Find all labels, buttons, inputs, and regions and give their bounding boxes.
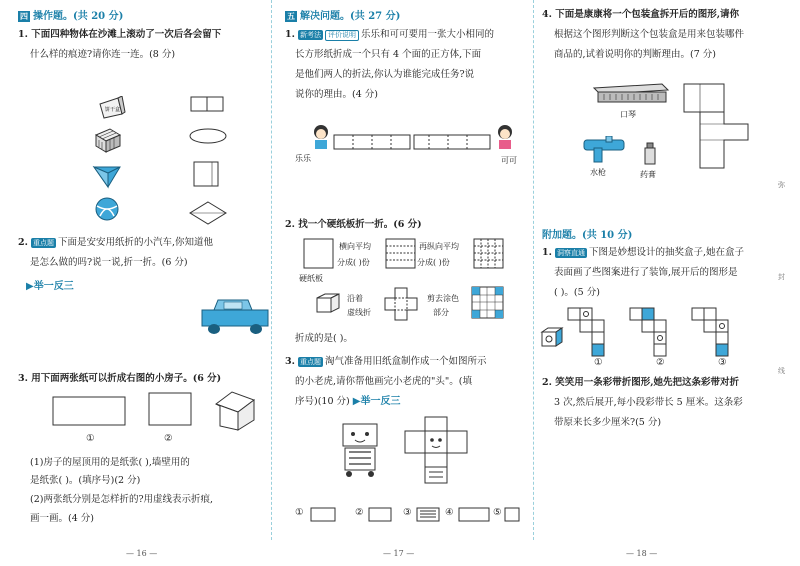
water-gun-figure xyxy=(580,136,630,166)
question-text: 商品的,试着说明你的判断理由。(7 分) xyxy=(554,49,716,60)
step-label: 分成( )份 xyxy=(337,258,370,267)
column-divider xyxy=(533,0,534,540)
ball-figure xyxy=(94,196,120,222)
question-text: 根据这个图形判断这个包装盒是用来包装哪件 xyxy=(554,29,745,40)
open-box-figure xyxy=(315,292,341,314)
option-label: ② xyxy=(355,507,364,518)
question-text: 4. 下面是康康将一个包装盒拆开后的图形,请你 xyxy=(542,9,740,20)
pyramid-figure xyxy=(92,163,122,189)
question-text: (2)两张纸分别是怎样折的?用虚线表示折痕, xyxy=(30,494,214,505)
net-option-2 xyxy=(628,306,680,366)
ointment-figure xyxy=(642,142,658,166)
page-number: — 16 — xyxy=(126,549,158,558)
section-heading: 五 解决问题。(共 27 分) xyxy=(287,11,401,22)
cross-net-figure xyxy=(383,286,419,322)
question-text: 1. 下面四种物体在沙滩上滚动了一次后各会留下 xyxy=(18,29,222,40)
trace-square xyxy=(192,160,224,190)
cardboard-figure xyxy=(303,238,335,270)
question-text: 是他们两人的折法,你认为谁能完成任务?说 xyxy=(295,69,475,80)
question-text: 是怎么做的吗?说一说,折一折。(6 分) xyxy=(30,257,188,268)
question-text: 折成的是( )。 xyxy=(295,333,353,344)
question-text: 2. 找一个硬纸板折一折。(6 分) xyxy=(285,219,422,230)
question-text: 3 次,然后展开,每小段彩带长 5 厘米。这条彩 xyxy=(554,397,743,408)
shaded-grid-figure xyxy=(471,286,505,320)
question-text: 什么样的痕迹?请你连一连。(8 分) xyxy=(30,49,176,60)
cookie-box-figure xyxy=(96,96,126,120)
step-label: 剪去涂色 xyxy=(427,294,459,303)
grid-split-figure xyxy=(473,238,505,270)
figure-label: ① xyxy=(86,433,95,444)
question-text: 画一画。(4 分) xyxy=(30,513,94,524)
extension-label: ▶举一反三 xyxy=(26,281,74,292)
page-number: — 17 — xyxy=(383,549,415,558)
margin-char: 线 xyxy=(778,367,785,375)
name-label: 乐乐 xyxy=(295,154,311,163)
page-number: — 18 — xyxy=(626,549,658,558)
question-text: 3. 重点题 淘气准备用旧纸盒制作成一个如图所示 xyxy=(285,356,487,367)
harmonica-figure xyxy=(592,78,672,106)
step-label: 沿着 xyxy=(347,294,363,303)
trace-two-rectangles xyxy=(190,94,226,114)
question-text: 是纸张( )。(填序号)(2 分) xyxy=(30,475,141,486)
rubiks-cube-figure xyxy=(94,127,122,153)
tiger-net-figure xyxy=(403,416,469,486)
option-label: ⑤ xyxy=(493,507,502,518)
figure-label: 硬纸板 xyxy=(299,274,323,283)
page-18 xyxy=(536,0,800,566)
paper-2-figure xyxy=(148,392,194,428)
svg-text:饼干盒: 饼干盒 xyxy=(105,107,121,113)
figure-label: ② xyxy=(164,433,173,444)
question-text: 2. 重点题 下面是安安用纸折的小汽车,你知道他 xyxy=(18,237,213,248)
column-divider xyxy=(271,0,272,540)
net-option-1 xyxy=(566,306,618,366)
item-label: 药膏 xyxy=(640,170,656,179)
house-figure xyxy=(206,388,260,434)
net-option-3 xyxy=(690,306,742,366)
question-text: 3. 用下面两张纸可以折成右图的小房子。(6 分) xyxy=(18,373,222,384)
option-label: ③ xyxy=(403,507,412,518)
step-label: 横向平均 xyxy=(339,242,371,251)
horizontal-split-figure xyxy=(385,238,417,270)
option-label: ① xyxy=(594,357,603,368)
question-text: 带原来长多少厘米?(5 分) xyxy=(554,417,662,428)
page-16 xyxy=(0,0,268,566)
question-text: 表面画了些图案进行了装饰,展开后的图形是 xyxy=(554,267,738,278)
question-text: ( )。(5 分) xyxy=(554,287,600,298)
question-text: 的小老虎,请你帮他画完小老虎的"头"。(填 xyxy=(295,376,472,387)
paper-1-figure xyxy=(52,396,128,428)
item-label: 水枪 xyxy=(590,168,606,177)
section-heading: 四 操作题。(共 20 分) xyxy=(20,11,124,22)
margin-char: 封 xyxy=(778,273,785,281)
trace-ellipse xyxy=(188,126,228,146)
lele-avatar xyxy=(311,124,331,150)
step-label: 虚线折 xyxy=(347,308,371,317)
question-text: 说你的理由。(4 分) xyxy=(295,89,378,100)
question-text: 序号)(10 分) ▶举一反三 xyxy=(295,396,401,407)
lele-fold-strip xyxy=(333,134,413,152)
option-label: ④ xyxy=(445,507,454,518)
extension-label: ▶举一反三 xyxy=(352,396,401,407)
step-label: 部分 xyxy=(433,308,449,317)
keke-fold-strip xyxy=(413,134,493,152)
question-text: 长方形纸折成一个只有 4 个面的正方体,下面 xyxy=(295,49,482,60)
option-label: ① xyxy=(295,507,304,518)
option-label: ② xyxy=(656,357,665,368)
item-label: 口琴 xyxy=(620,110,636,119)
option-label: ③ xyxy=(718,357,727,368)
question-text: 1. 新考法 评价说明 乐乐和可可要用一张大小相同的 xyxy=(285,29,494,40)
step-label: 分成( )份 xyxy=(417,258,450,267)
tiger-box-figure xyxy=(337,420,383,478)
section-heading: 附加题。(共 10 分) xyxy=(542,230,633,241)
margin-char: 弥 xyxy=(778,181,785,189)
lottery-box-figure xyxy=(540,326,564,350)
name-label: 可可 xyxy=(501,156,517,165)
package-net-figure xyxy=(680,82,752,172)
question-text: 1. 洞察直通 下图是妙想设计的抽奖盒子,她在盒子 xyxy=(542,247,744,258)
question-text: (1)房子的屋顶用的是纸张( ),墙壁用的 xyxy=(30,457,190,468)
paper-car-figure xyxy=(198,296,274,338)
keke-avatar xyxy=(495,124,515,150)
step-label: 再纵向平均 xyxy=(419,242,459,251)
question-text: 2. 笑笑用一条彩带折图形,她先把这条彩带对折 xyxy=(542,377,740,388)
page-17 xyxy=(275,0,533,566)
trace-diamond xyxy=(188,200,228,226)
